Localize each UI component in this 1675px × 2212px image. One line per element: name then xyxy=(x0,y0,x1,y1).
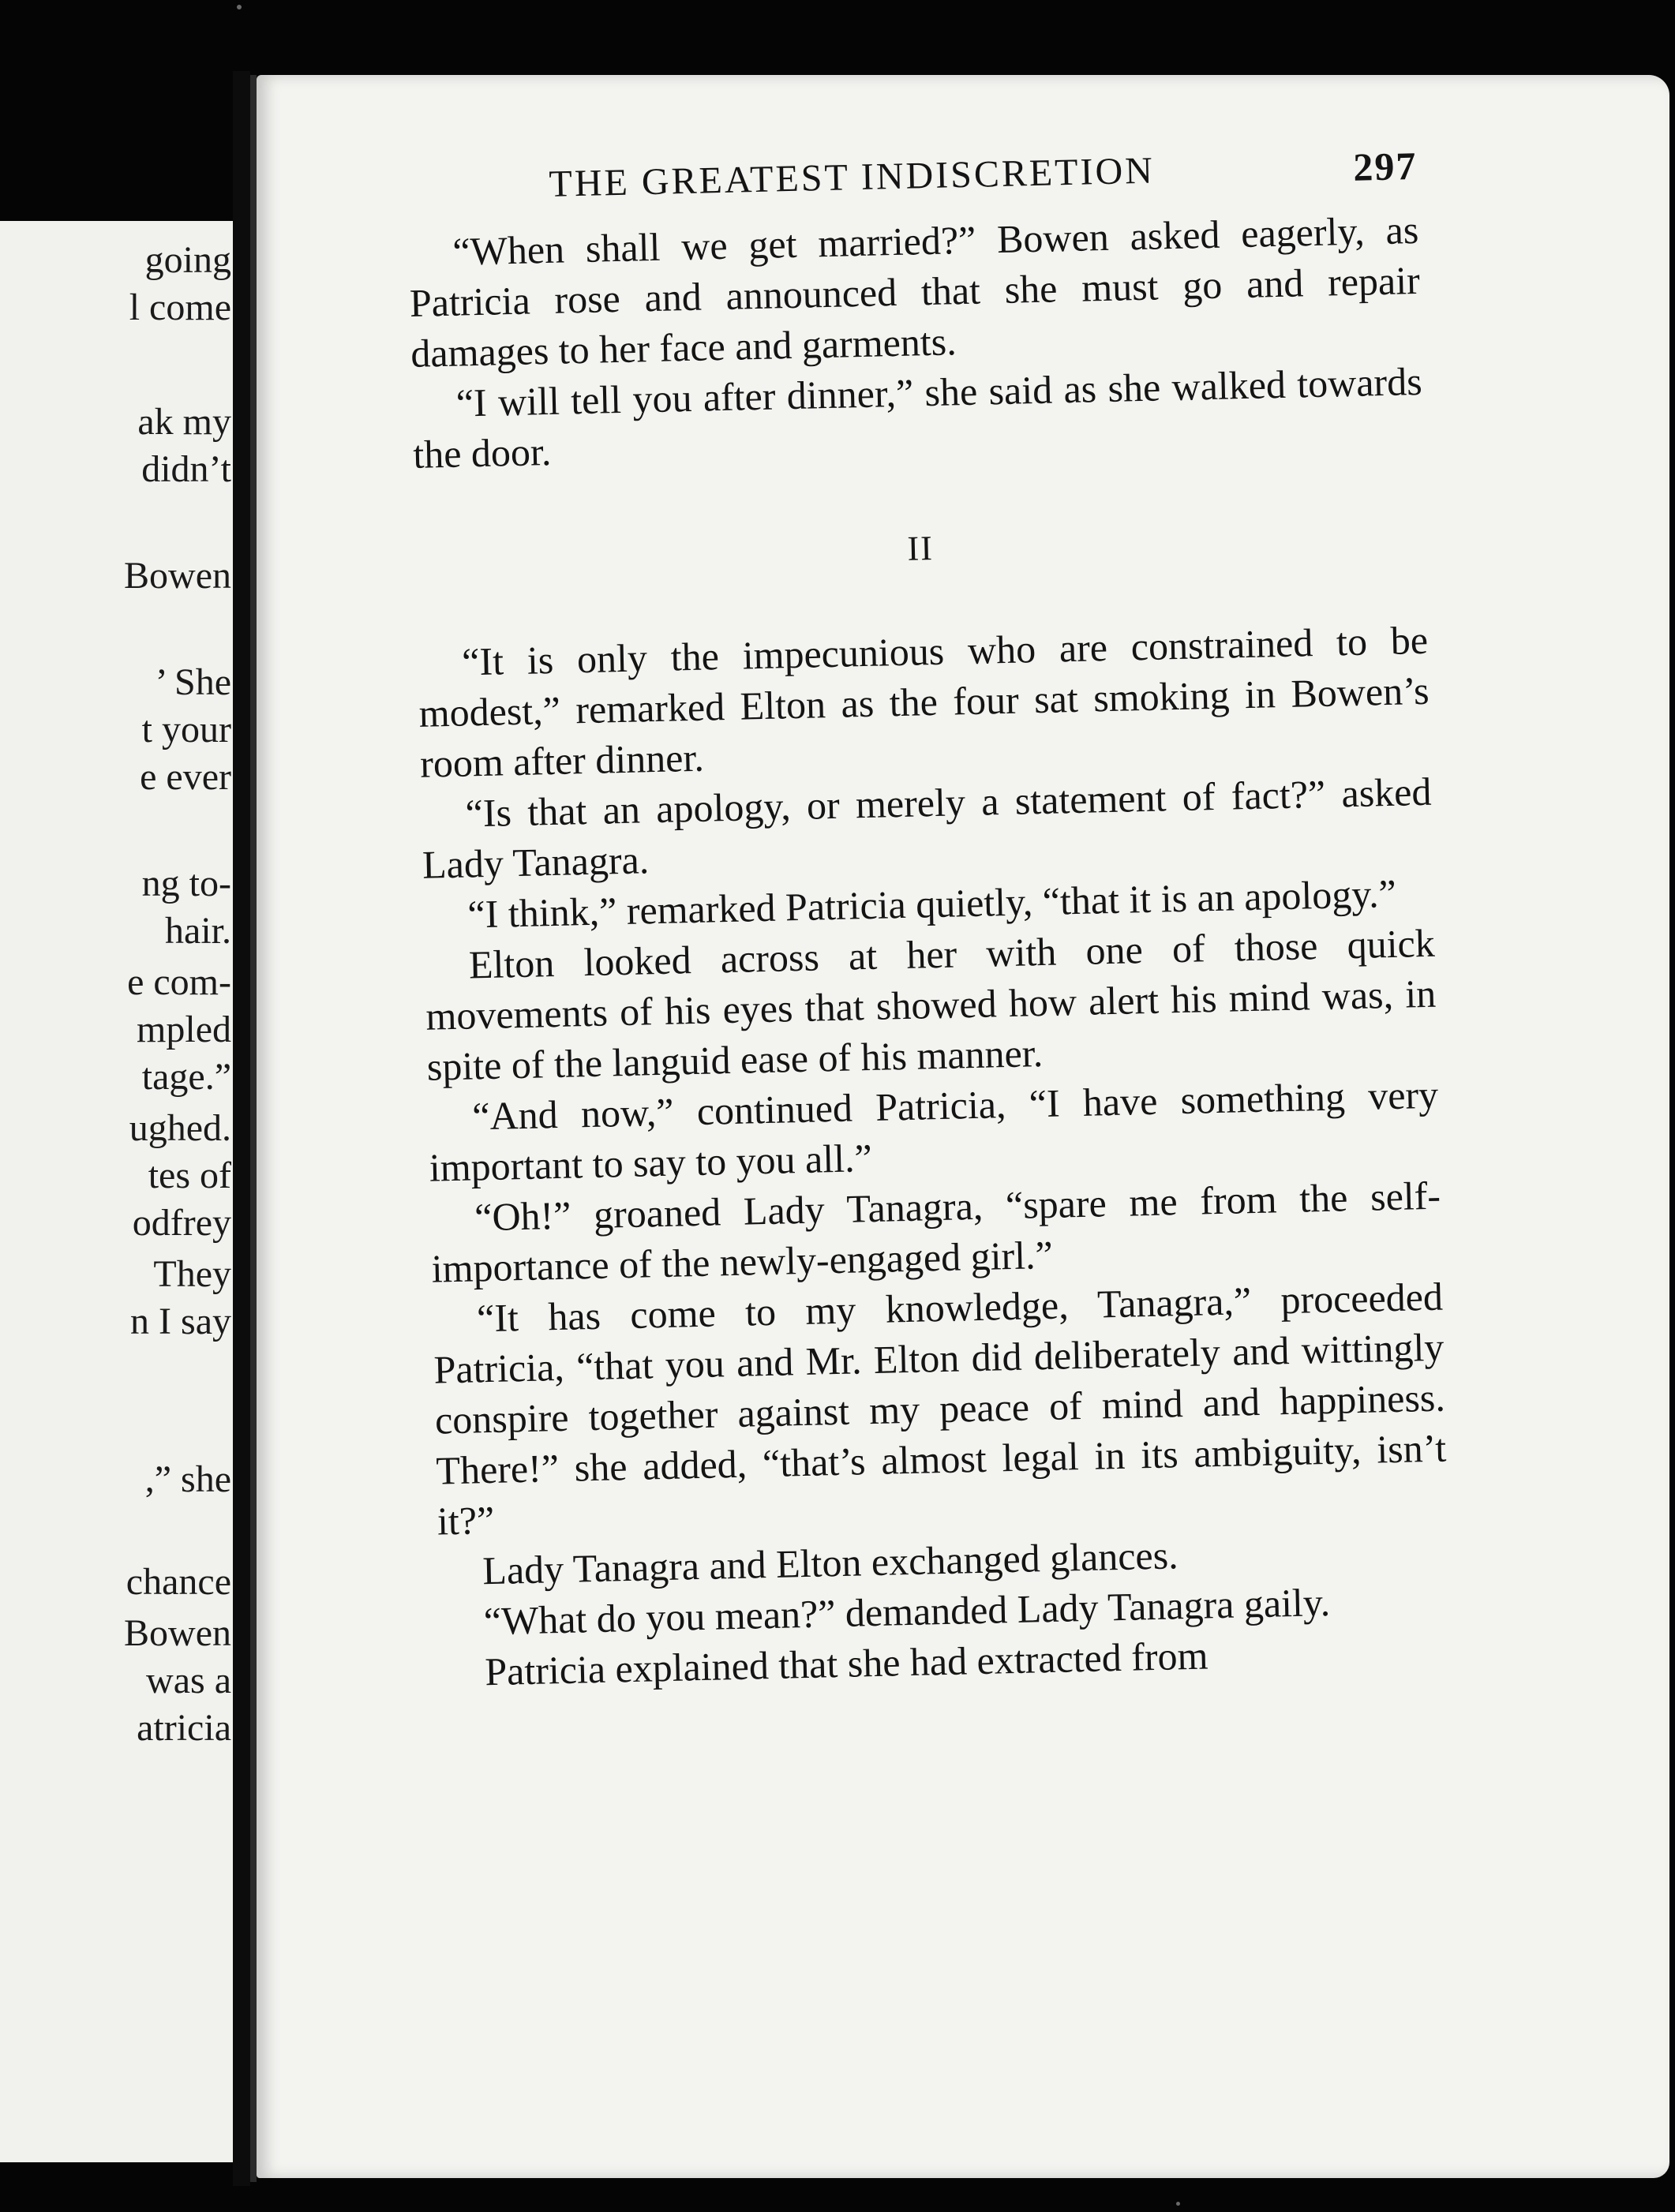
previous-page-line: e ever xyxy=(140,756,231,798)
previous-page-line: ng to- xyxy=(141,863,231,904)
paragraph: “It is only the impecunious who are constrained to be modest,” remarked Elton as the four sat smoking in Bowen’s room after dinner. xyxy=(418,617,1430,786)
previous-page-line: going xyxy=(144,239,231,281)
page-number: 297 xyxy=(1352,143,1418,189)
paragraph: Lady Tanagra and Elton exchanged glances. xyxy=(482,1533,1179,1593)
previous-page-line: didn’t xyxy=(141,448,231,490)
previous-page-line: Bowen xyxy=(124,555,231,597)
paragraph: “Is that an apology, or merely a statement of fact?” asked Lady Tanagra. xyxy=(422,769,1432,887)
previous-page-fragment xyxy=(0,221,233,2162)
previous-page-line: ughed. xyxy=(129,1107,231,1149)
previous-page-line: They xyxy=(153,1253,231,1295)
paragraph: “What do you mean?” demanded Lady Tanagra gaily. xyxy=(483,1579,1331,1644)
paragraph: “I think,” remarked Patricia quietly, “that it is an apology.” xyxy=(467,870,1397,937)
previous-page-line: atricia xyxy=(137,1707,231,1749)
previous-page-line: odfrey xyxy=(132,1202,231,1244)
previous-page-line: mpled xyxy=(137,1009,231,1050)
previous-page-line: was a xyxy=(146,1660,231,1701)
previous-page-line: hair. xyxy=(165,910,231,952)
previous-page-line: Bowen xyxy=(124,1612,231,1654)
previous-page-line: tage.” xyxy=(141,1056,231,1098)
running-head-title: THE GREATEST INDISCRETION xyxy=(548,149,1156,205)
paragraph: Elton looked across at her with one of those quick movements of his eyes that showed how alert his mind was, in spite of the languid ease of his manner. xyxy=(425,920,1437,1089)
previous-page-line: n I say xyxy=(130,1301,231,1342)
previous-page-line: t your xyxy=(141,709,231,750)
previous-page-line: l come xyxy=(129,286,231,328)
book-gutter xyxy=(233,71,250,2186)
paragraph: “I will tell you after dinner,” she said as she walked towards the door. xyxy=(412,358,1423,477)
film-speck xyxy=(1176,2202,1180,2206)
previous-page-line: ’ She xyxy=(155,661,231,703)
page-text-block xyxy=(407,143,1456,1901)
page-edge-shadow xyxy=(250,75,257,2182)
previous-page-line: tes of xyxy=(148,1155,231,1196)
paragraph: “And now,” continued Patricia, “I have something very important to say to you all.” xyxy=(429,1072,1439,1190)
paragraph: “It has come to my knowledge, Tanagra,” proceeded Patricia, “that you and Mr. Elton did deliberately and wittingly conspire together against my peace of mind and happiness. There!” she added, “that’s almost legal in its ambiguity, isn’t it?” xyxy=(433,1274,1447,1544)
book-page xyxy=(257,75,1669,2178)
paragraph: Patricia explained that she had extracted from xyxy=(484,1633,1209,1694)
previous-page-line: chance xyxy=(126,1561,231,1603)
film-speck xyxy=(237,5,242,9)
paragraph: “Oh!” groaned Lady Tanagra, “spare me from the self-importance of the newly-engaged girl.” xyxy=(431,1173,1441,1291)
previous-page-line: ,” she xyxy=(144,1458,231,1500)
paragraph: “When shall we get married?” Bowen asked eagerly, as Patricia rose and announced that she must go and repair damages to her face and garments. xyxy=(409,207,1421,376)
previous-page-line: e com- xyxy=(127,961,231,1003)
previous-page-line: ak my xyxy=(137,401,231,443)
section-heading: II xyxy=(906,528,935,568)
